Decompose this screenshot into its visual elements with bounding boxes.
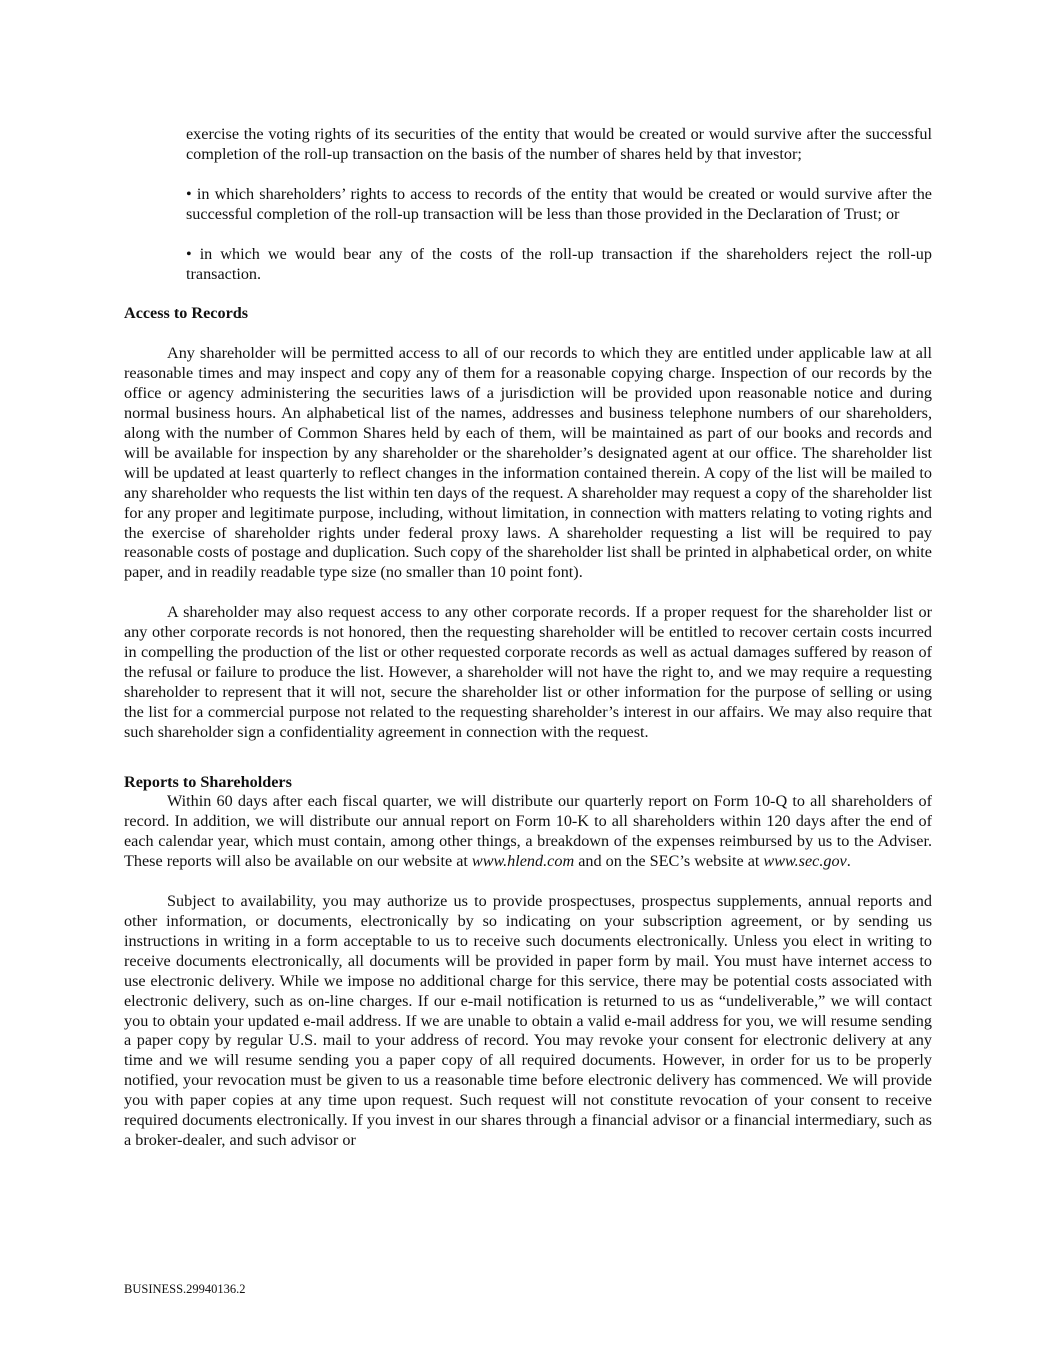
bullet-continuation: exercise the voting rights of its securities of the entity that would be created or would survive after the successful completion of the roll-up transaction on the basis of the number of shares held by that investor; <box>186 125 932 163</box>
roll-up-bullets <box>124 125 932 284</box>
access-records-paragraph-1: Any shareholder will be permitted access to all of our records to which they are entitled under applicable law at all reasonable times and may inspect and copy any of them for a reasonable copying charge. Inspection of our records by the office or agency administering the securities laws of a jurisdiction will be provided upon reasonable notice and during normal business hours. An alphabetical list of the names, addresses and business telephone numbers of our shareholders, along with the number of Common Shares held by each of them, will be maintained as part of our books and records and will be available for inspection by any shareholder or the shareholder’s designated agent at our office. The shareholder list will be updated at least quarterly to reflect changes in the information contained therein. A copy of the list will be mailed to any shareholder who requests the list within ten days of the request. A shareholder may request a copy of the shareholder list for any proper and legitimate purpose, including, without limitation, in connection with matters relating to voting rights and the exercise of shareholder rights under federal proxy laws. A shareholder requesting a list will be required to pay reasonable costs of postage and duplication. Such copy of the shareholder list shall be printed in alphabetical order, on white paper, and in readily readable type size (no smaller than 10 point font). <box>124 344 932 582</box>
document-footer-id: BUSINESS.29940136.2 <box>124 1282 246 1296</box>
sec-website-link[interactable]: www.sec.gov <box>763 852 847 871</box>
bullet-costs: • in which we would bear any of the costs of the roll-up transaction if the shareholders reject the roll-up transaction. <box>186 244 932 283</box>
reports-paragraph-2: Subject to availability, you may authorize us to provide prospectuses, prospectus supplements, annual reports and other information, or documents, electronically by so indicating on your subscription agreement, or by sending us instructions in writing in a form acceptable to us to receive such documents electronically. Unless you elect in writing to receive documents electronically, all documents will be provided in paper form by mail. You must have internet access to use electronic delivery. While we impose no additional charge for this service, there may be potential costs associated with electronic delivery, such as on-line charges. If our e-mail notification is returned to us as “undeliverable,” we will contact you to obtain your updated e-mail address. If we are unable to obtain a valid e-mail address for you, we will resume sending a paper copy by regular U.S. mail to your address of record. You may revoke your consent for electronic delivery at any time and we will resume sending you a paper copy of all required documents. However, in order for us to be properly notified, your revocation must be given to us a reasonable time before electronic delivery has commenced. We will provide you with paper copies at any time upon request. Such request will not constitute revocation of your consent to receive required documents electronically. If you invest in our shares through a financial advisor or a financial intermediary, such as a broker-dealer, and such advisor or <box>124 892 932 1149</box>
reports-paragraph-1 <box>124 792 932 872</box>
reports-paragraph-1-text-c: . <box>846 852 851 871</box>
reports-paragraph-1-text-b: and on the SEC’s website at <box>574 852 764 871</box>
reports-paragraph-1-text-a: Within 60 days after each fiscal quarter, we will distribute our quarterly report on Form 10-Q to all shareholders of record. In addition, we will distribute our annual report on Form 10-K to all shareholders within 120 days after the end of each calendar year, which must contain, among other things, a breakdown of the expenses reimbursed by us to the Adviser. These reports will also be available on our website at <box>124 792 932 871</box>
access-records-paragraph-2: A shareholder may also request access to any other corporate records. If a proper request for the shareholder list or any other corporate records is not honored, then the requesting shareholder will be entitled to recover certain costs incurred in compelling the production of the list or other requested corporate records as well as actual damages suffered by reason of the refusal or failure to produce the list. However, a shareholder will not have the right to, and we may require a requesting shareholder to represent that it will not, secure the shareholder list or other information for the purpose of selling or using the list for a commercial purpose not related to the requesting shareholder’s interest in our affairs. We may also require that such shareholder sign a confidentiality agreement in connection with the request. <box>124 603 932 741</box>
bullet-records-access: • in which shareholders’ rights to access to records of the entity that would be created or would survive after the successful completion of the roll-up transaction will be less than those provided in the Declaration of Trust; or <box>186 184 932 223</box>
section-heading-reports-to-shareholders: Reports to Shareholders <box>124 772 292 791</box>
hlend-website-link[interactable]: www.hlend.com <box>471 852 575 871</box>
document-page <box>124 125 932 1151</box>
section-heading-access-to-records: Access to Records <box>124 304 249 323</box>
